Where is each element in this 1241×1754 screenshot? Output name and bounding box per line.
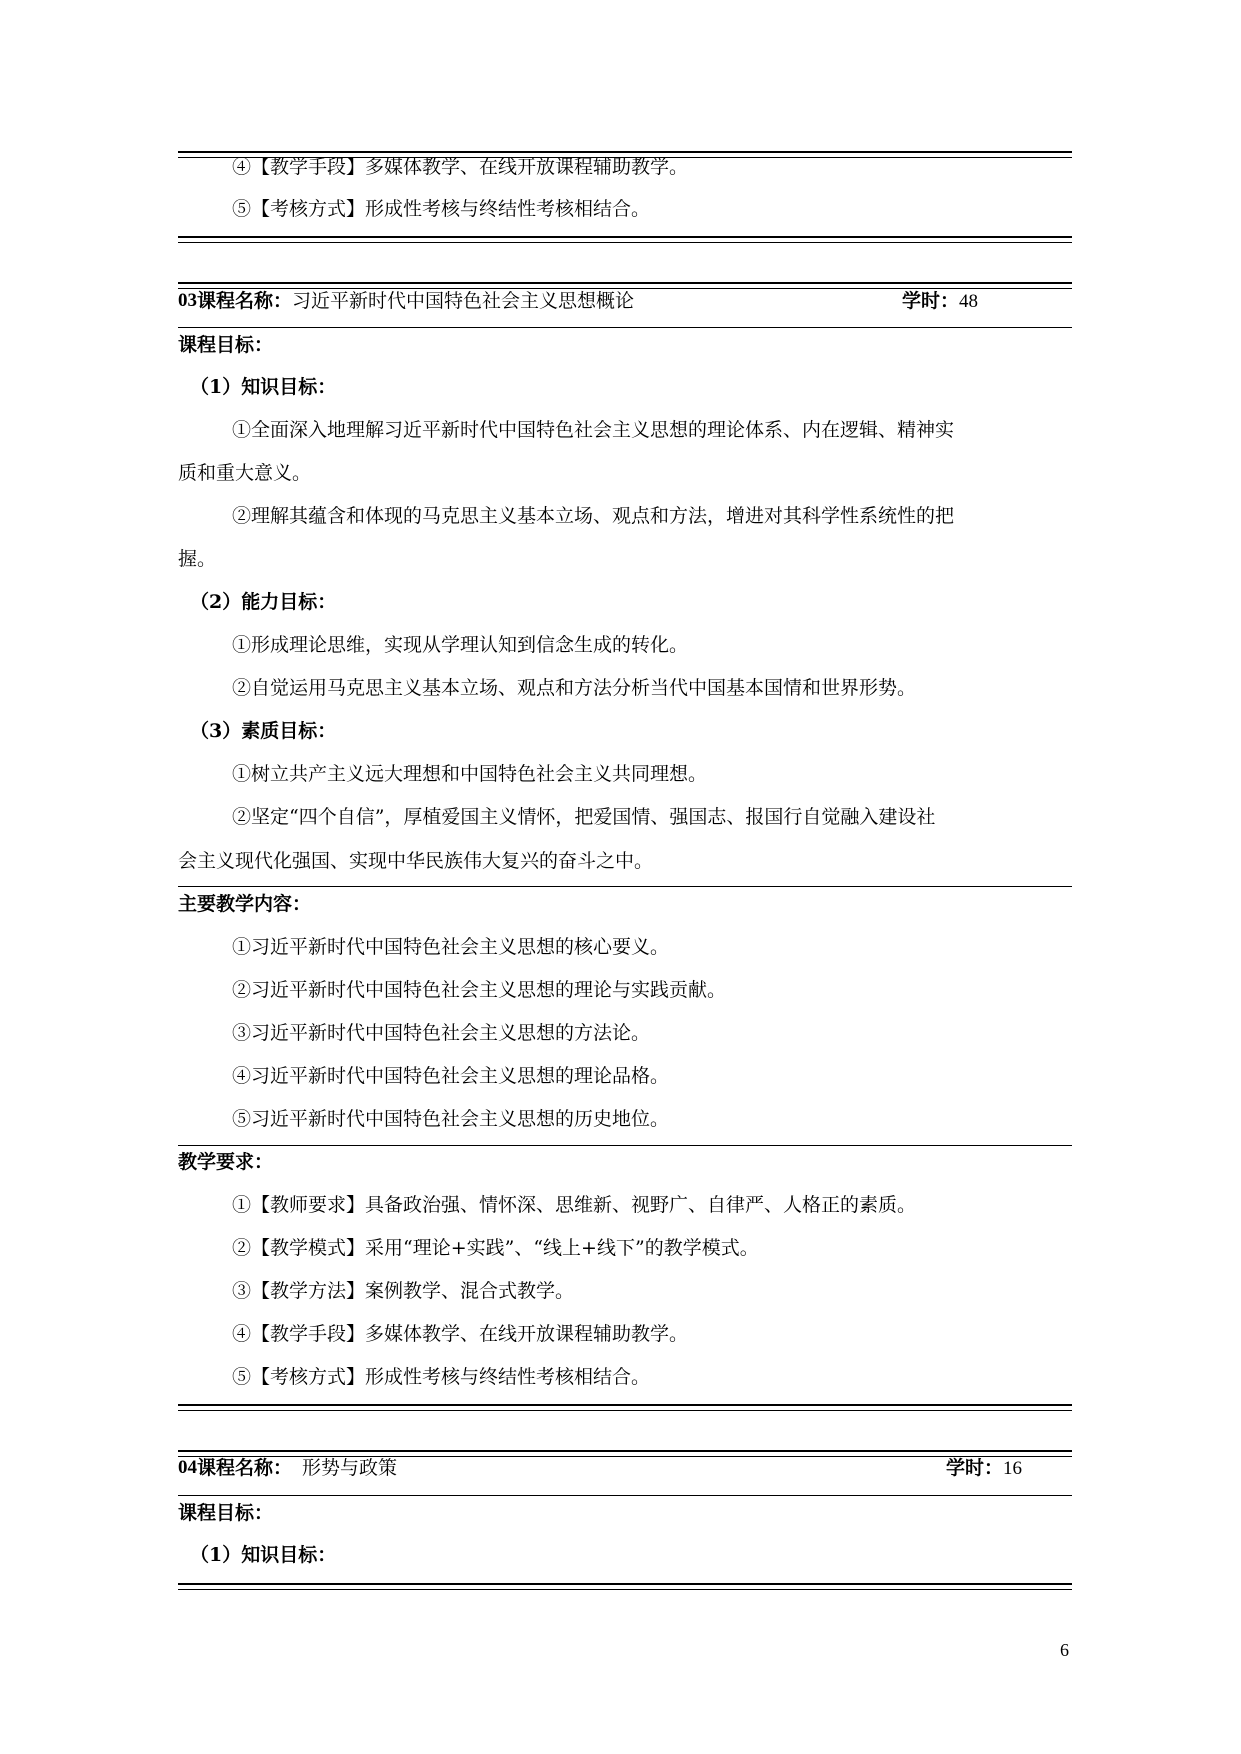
ability-goal-2: ②自觉运用马克思主义基本立场、观点和方法分析当代中国基本国情和世界形势。	[232, 677, 917, 699]
course-header-border	[178, 1450, 1072, 1457]
content-title: 主要教学内容：	[178, 893, 312, 915]
row-divider	[178, 886, 1072, 887]
hours-value: 16	[1003, 1458, 1023, 1479]
requirement-item: ②【教学模式】采用“理论+实践”、“线上+线下”的教学模式。	[232, 1237, 759, 1259]
course-name: 形势与政策	[302, 1457, 398, 1479]
content-item: ④习近平新时代中国特色社会主义思想的理论品格。	[232, 1065, 670, 1087]
goals-title: 课程目标：	[178, 1502, 274, 1524]
course-name: 习近平新时代中国特色社会主义思想概论	[292, 290, 635, 312]
hours-value: 48	[959, 291, 979, 312]
knowledge-goals-title: （1）知识目标：	[190, 1544, 337, 1566]
course-name-label: 课程名称：	[197, 290, 293, 312]
ability-goal-1: ①形成理论思维，实现从学理认知到信念生成的转化。	[232, 634, 689, 656]
knowledge-goal-2: ②理解其蕴含和体现的马克思主义基本立场、观点和方法，增进对其科学性系统性的把	[232, 505, 955, 527]
content-item: ⑤习近平新时代中国特色社会主义思想的历史地位。	[232, 1108, 670, 1130]
ability-goals-title: （2）能力目标：	[190, 591, 337, 613]
table-bottom-border	[178, 1583, 1072, 1590]
course-header-border	[178, 282, 1072, 289]
row-divider	[178, 1495, 1072, 1496]
hours-label: 学时：	[946, 1457, 1004, 1479]
requirements-title: 教学要求：	[178, 1151, 274, 1173]
page-number: 6	[1060, 1640, 1069, 1660]
course-header	[178, 1457, 1072, 1479]
knowledge-goals-title: （1）知识目标：	[190, 376, 337, 398]
quality-goal-2: ②坚定“四个自信”，厚植爱国主义情怀，把爱国情、强国志、报国行自觉融入建设社	[232, 806, 936, 828]
requirement-item: ①【教师要求】具备政治强、情怀深、思维新、视野广、自律严、人格正的素质。	[232, 1194, 917, 1216]
course-header	[178, 290, 1072, 312]
quality-goals-title: （3）素质目标：	[190, 720, 337, 742]
content-item: ①习近平新时代中国特色社会主义思想的核心要义。	[232, 936, 670, 958]
content-item: ②习近平新时代中国特色社会主义思想的理论与实践贡献。	[232, 979, 727, 1001]
quality-goal-1: ①树立共产主义远大理想和中国特色社会主义共同理想。	[232, 763, 708, 785]
course-number: 03	[178, 290, 197, 311]
course-number: 04	[178, 1457, 197, 1478]
knowledge-goal-2-cont: 握。	[178, 548, 217, 570]
requirement-item: ⑤【考核方式】形成性考核与终结性考核相结合。	[232, 198, 651, 220]
table-bottom-border	[178, 1404, 1072, 1411]
requirement-item: ⑤【考核方式】形成性考核与终结性考核相结合。	[232, 1366, 651, 1388]
row-divider	[178, 1145, 1072, 1146]
table-bottom-border	[178, 236, 1072, 243]
quality-goal-2-cont: 会主义现代化强国、实现中华民族伟大复兴的奋斗之中。	[178, 850, 654, 872]
goals-title: 课程目标：	[178, 334, 274, 356]
course-name-label: 课程名称：	[197, 1457, 293, 1479]
knowledge-goal-1: ①全面深入地理解习近平新时代中国特色社会主义思想的理论体系、内在逻辑、精神实	[232, 419, 955, 441]
row-divider	[178, 327, 1072, 328]
requirement-item: ④【教学手段】多媒体教学、在线开放课程辅助教学。	[232, 156, 689, 178]
requirement-item: ③【教学方法】案例教学、混合式教学。	[232, 1280, 575, 1302]
requirement-item: ④【教学手段】多媒体教学、在线开放课程辅助教学。	[232, 1323, 689, 1345]
content-item: ③习近平新时代中国特色社会主义思想的方法论。	[232, 1022, 651, 1044]
hours-label: 学时：	[902, 290, 960, 312]
knowledge-goal-1-cont: 质和重大意义。	[178, 462, 312, 484]
